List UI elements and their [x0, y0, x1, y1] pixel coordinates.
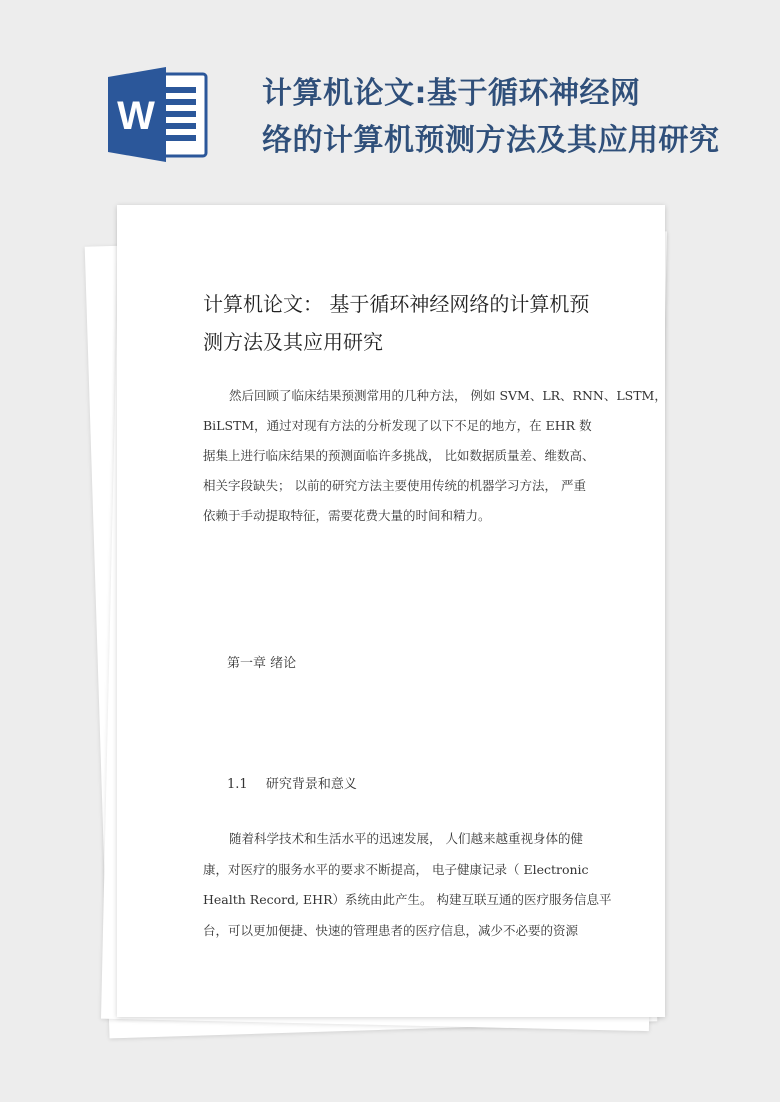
document-title-line-2: 测方法及其应用研究 — [203, 330, 383, 354]
section-number: 1.1 — [227, 777, 248, 792]
section-heading — [227, 773, 357, 792]
body-line: 康，对医疗的服务水平的要求不断提高， 电子健康记录（ Electronic — [203, 861, 589, 877]
body-paragraph — [203, 824, 612, 946]
body-line: 随着科学技术和生活水平的迅速发展， 人们越来越重视身体的健 — [229, 831, 583, 846]
document-title — [203, 285, 613, 361]
page-title — [262, 70, 762, 164]
page-title-line-2: 络的计算机预测方法及其应用研究 — [262, 123, 720, 158]
abstract-line: 相关字段缺失； 以前的研究方法主要使用传统的机器学习方法， 严重 — [203, 478, 586, 493]
word-logo-icon — [108, 67, 209, 162]
document-page — [117, 205, 665, 1017]
page-title-line-1: 计算机论文:基于循环神经网 — [262, 76, 641, 111]
abstract-line: 据集上进行临床结果的预测面临许多挑战， 比如数据质量差、维数高、 — [203, 448, 595, 463]
body-line: 台，可以更加便捷、快速的管理患者的医疗信息，减少不必要的资源 — [203, 922, 579, 938]
body-line: Health Record, EHR）系统由此产生。 构建互联互通的医疗服务信息平 — [203, 892, 612, 907]
abstract-line: 然后回顾了临床结果预测常用的几种方法， 例如 SVM、LR、RNN、LSTM， — [229, 388, 667, 403]
abstract-paragraph — [203, 381, 667, 531]
section-title: 研究背景和意义 — [265, 777, 357, 792]
document-title-line-1: 计算机论文： 基于循环神经网络的计算机预 — [203, 292, 590, 316]
abstract-line: BiLSTM，通过对现有方法的分析发现了以下不足的地方，在 EHR 数 — [203, 418, 592, 433]
abstract-line: 依赖于手动提取特征，需要花费大量的时间和精力。 — [203, 508, 491, 523]
word-logo-letter: W — [117, 94, 155, 138]
chapter-heading: 第一章 绪论 — [227, 656, 297, 671]
